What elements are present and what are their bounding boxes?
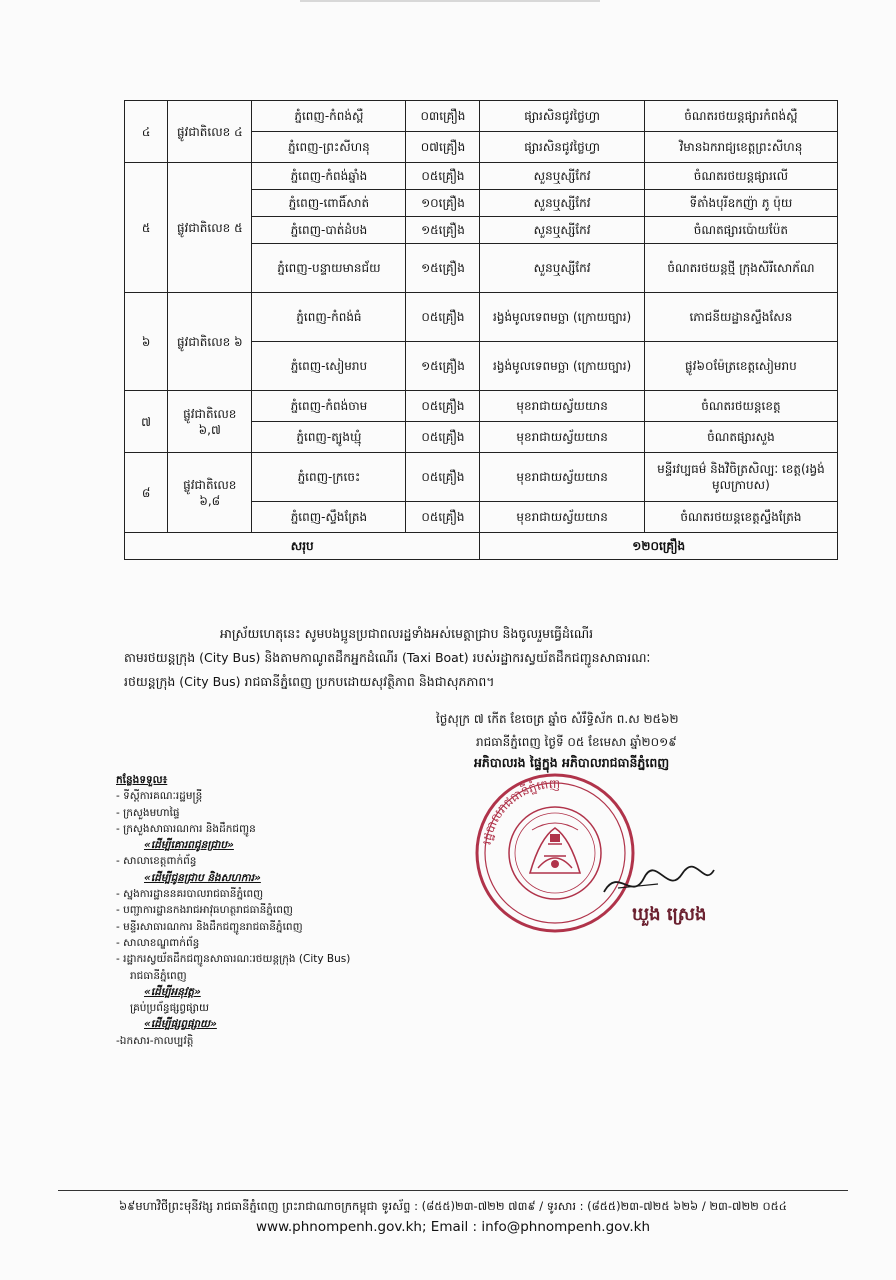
recipient-item: - ទីស្តីការគណៈរដ្ឋមន្ត្រី [116, 788, 446, 804]
destination-point: វិមានឯករាជ្យខេត្តព្រះសីហនុ [644, 132, 837, 163]
national-road: ផ្លូវជាតិលេខ ៦ [168, 293, 252, 391]
destination-point: ភោជនីយដ្ឋានស្ទឹងសែន [644, 293, 837, 342]
destination-point: ចំណតរថយន្តខេត្តស្ទឹងត្រែង [644, 502, 837, 533]
vehicle-count: ០៥គ្រឿង [406, 502, 480, 533]
row-number: ៧ [125, 391, 168, 453]
departure-point: ផ្សារសិនជូវថ្លៃហ្វា [480, 132, 644, 163]
recipient-item: - រដ្ឋាករស្វយ័តដឹកជញ្ជូនសាធារណៈរថយន្តក្រុង (City Bus) [116, 951, 446, 967]
table-row [125, 163, 838, 190]
table-row [125, 391, 838, 422]
recipient-item: - ក្រសួងមហាផ្ទៃ [116, 805, 446, 821]
departure-point: មុខរាជាយស្វ័យយាន [480, 502, 644, 533]
recipient-item: - សាលាខេត្តពាក់ព័ន្ធ [116, 853, 446, 869]
route: ភ្នំពេញ-កំពង់ធំ [252, 293, 406, 342]
total-value: ១២០គ្រឿង [480, 533, 838, 560]
recipients-list [116, 772, 446, 1049]
vehicle-count: ០៥គ្រឿង [406, 163, 480, 190]
route: ភ្នំពេញ-បន្ទាយមានជ័យ [252, 244, 406, 293]
recipient-item: - បញ្ជាការដ្ឋានកងរាជអាវុធហត្ថរាជធានីភ្នំពេញ [116, 902, 446, 918]
total-label: សរុប [125, 533, 480, 560]
route: ភ្នំពេញ-កំពង់ឆ្នាំង [252, 163, 406, 190]
footer-address: ៦៩មហាវិថីព្រះមុនីវង្ស រាជធានីភ្នំពេញ ព្រះរាជាណាចក្រកម្ពុជា ទូរស័ព្ទ : (៨៥៥)២៣-៧២២ ៧៣៩ / ទូរសារ : (៨៥៥)២៣-៧២៥ ៦២៦ / ២៣-៧២២ ០៥៤ [119, 1199, 787, 1213]
departure-point: រង្វង់មូលទេពមច្ឆា (ក្រោយច្បារ) [480, 293, 644, 342]
route: ភ្នំពេញ-ពោធិ៍សាត់ [252, 190, 406, 217]
route: ភ្នំពេញ-ព្រះសីហនុ [252, 132, 406, 163]
recipient-item: - សាលាខណ្ឌពាក់ព័ន្ធ [116, 935, 446, 951]
seal-text: រដ្ឋបាលរាជធានីភ្នំពេញ [479, 776, 561, 846]
footer-web-email: www.phnompenh.gov.kh; Email : info@phnompenh.gov.kh [255, 1219, 651, 1235]
recipient-item: - មន្ទីរសាធារណការ និងដឹកជញ្ជូនរាជធានីភ្នំពេញ [116, 919, 446, 935]
departure-point: សួនឬស្សីកែវ [480, 244, 644, 293]
paragraph-line: រថយន្តក្រុង (City Bus) រាជធានីភ្នំពេញ ប្រកបដោយសុវត្ថិភាព និងជាសុភភាព។ [124, 674, 495, 689]
top-rule [300, 0, 600, 2]
bus-routes-table [124, 100, 838, 560]
vehicle-count: ១៥គ្រឿង [406, 342, 480, 391]
national-road: ផ្លូវជាតិលេខ ៥ [168, 163, 252, 293]
row-number: ៦ [125, 293, 168, 391]
footer-divider [58, 1190, 848, 1191]
departure-point: សួនឬស្សីកែវ [480, 163, 644, 190]
official-seal-stamp [470, 768, 640, 938]
departure-point: ផ្សារសិនជូវថ្លៃហ្វា [480, 101, 644, 132]
date-block [436, 708, 856, 754]
route: ភ្នំពេញ-កំពង់ចាម [252, 391, 406, 422]
departure-point: សួនឬស្សីកែវ [480, 217, 644, 244]
destination-point: ទីតាំងបុរីឧកញ៉ា ភូ ប៉ុយ [644, 190, 837, 217]
route: ភ្នំពេញ-ស្ទឹងត្រែង [252, 502, 406, 533]
destination-point: មន្ទីរវប្បធម៌ និងវិចិត្រសិល្បៈ ខេត្ត(រង្វង់មូលក្រាបស) [644, 453, 837, 502]
recipient-purpose: «ដើម្បីគោរពជូនជ្រាប» [144, 839, 234, 852]
signing-authority: អភិបាលរង ផ្ទៃក្នុង អភិបាលរាជធានីភ្នំពេញ [474, 755, 670, 770]
destination-point: ចំណតរថយន្តថ្មី ក្រុងសិរីសោភ័ណ [644, 244, 837, 293]
recipient-purpose: «ដើម្បីផ្សព្វផ្សាយ» [144, 1018, 217, 1031]
departure-point: មុខរាជាយស្វ័យយាន [480, 422, 644, 453]
table-row [125, 101, 838, 132]
departure-point: មុខរាជាយស្វ័យយាន [480, 453, 644, 502]
route: ភ្នំពេញ-ត្បូងឃ្មុំ [252, 422, 406, 453]
departure-point: រង្វង់មូលទេពមច្ឆា (ក្រោយច្បារ) [480, 342, 644, 391]
recipient-archive: -ឯកសារ-កាលប្បវត្តិ [116, 1034, 194, 1047]
national-road: ផ្លូវជាតិលេខ ៦,៨ [168, 453, 252, 533]
route: ភ្នំពេញ-បាត់ដំបង [252, 217, 406, 244]
route: ភ្នំពេញ-ក្រចេះ [252, 453, 406, 502]
total-row [125, 533, 838, 560]
vehicle-count: ០៥គ្រឿង [406, 422, 480, 453]
departure-point: មុខរាជាយស្វ័យយាន [480, 391, 644, 422]
signer-name: ឃួង ស្រេង [632, 904, 707, 925]
recipient-purpose: «ដើម្បីជូនជ្រាប និងសហការ» [144, 871, 261, 884]
row-number: ៥ [125, 163, 168, 293]
destination-point: ចំណតរថយន្តខេត្ត [644, 391, 837, 422]
handwritten-signature [598, 862, 718, 904]
vehicle-count: ០៧គ្រឿង [406, 132, 480, 163]
national-road: ផ្លូវជាតិលេខ ៤ [168, 101, 252, 163]
table-row [125, 453, 838, 502]
vehicle-count: ០៣គ្រឿង [406, 101, 480, 132]
vehicle-count: ១៥គ្រឿង [406, 244, 480, 293]
vehicle-count: ០៥គ្រឿង [406, 293, 480, 342]
departure-point: សួនឬស្សីកែវ [480, 190, 644, 217]
lunar-date: ថ្ងៃសុក្រ ៧ កើត ខែចេត្រ ឆ្នាំច សំរឹទ្ធិស័ក ព.ស ២៥៦២ [436, 712, 679, 726]
vehicle-count: ០៥គ្រឿង [406, 453, 480, 502]
vehicle-count: ១០គ្រឿង [406, 190, 480, 217]
table-row [125, 293, 838, 342]
route: ភ្នំពេញ-សៀមរាប [252, 342, 406, 391]
row-number: ៤ [125, 101, 168, 163]
destination-point: ចំណតផ្សារប៉ោយប៉ែត [644, 217, 837, 244]
national-road: ផ្លូវជាតិលេខ ៦,៧ [168, 391, 252, 453]
destination-point: ផ្លូវ៦០ម៉ែត្រខេត្តសៀមរាប [644, 342, 837, 391]
vehicle-count: ១៥គ្រឿង [406, 217, 480, 244]
destination-point: ចំណតផ្សារសួង [644, 422, 837, 453]
destination-point: ចំណតរថយន្តផ្សារលើ [644, 163, 837, 190]
row-number: ៨ [125, 453, 168, 533]
recipient-item: - ក្រសួងសាធារណការ និងដឹកជញ្ជូន [116, 821, 446, 837]
destination-point: ចំណតរថយន្តផ្សារកំពង់ស្ពឺ [644, 101, 837, 132]
paragraph-line: តាមរថយន្តក្រុង (City Bus) និងតាមកាណូតដឹកអ្នកដំណើរ (Taxi Boat) របស់រដ្ឋាករស្វយ័តដឹកជញ្ជូនសាធារណៈ [124, 650, 651, 665]
recipient-item: - ស្នងការដ្ឋាននគរបាលរាជធានីភ្នំពេញ [116, 886, 446, 902]
paragraph-line: អាស្រ័យហេតុនេះ សូមបងប្អូនប្រជាពលរដ្ឋទាំងអស់មេត្តាជ្រាប និងចូលរួមធ្វើដំណើរ [220, 626, 594, 641]
solar-date: រាជធានីភ្នំពេញ ថ្ងៃទី ០៥ ខែមេសា ឆ្នាំ២០១៩ [476, 735, 677, 749]
recipient-item: គ្រប់ប្រព័ន្ធផ្សព្វផ្សាយ [130, 1002, 210, 1015]
footer [58, 1196, 848, 1238]
recipient-item-continuation: រាជធានីភ្នំពេញ [130, 969, 187, 982]
recipient-purpose: «ដើម្បីអនុវត្ត» [144, 985, 201, 998]
route: ភ្នំពេញ-កំពង់ស្ពឺ [252, 101, 406, 132]
recipients-heading: កន្លែងទទួល៖ [116, 774, 168, 786]
notice-paragraph [124, 622, 840, 694]
vehicle-count: ០៥គ្រឿង [406, 391, 480, 422]
